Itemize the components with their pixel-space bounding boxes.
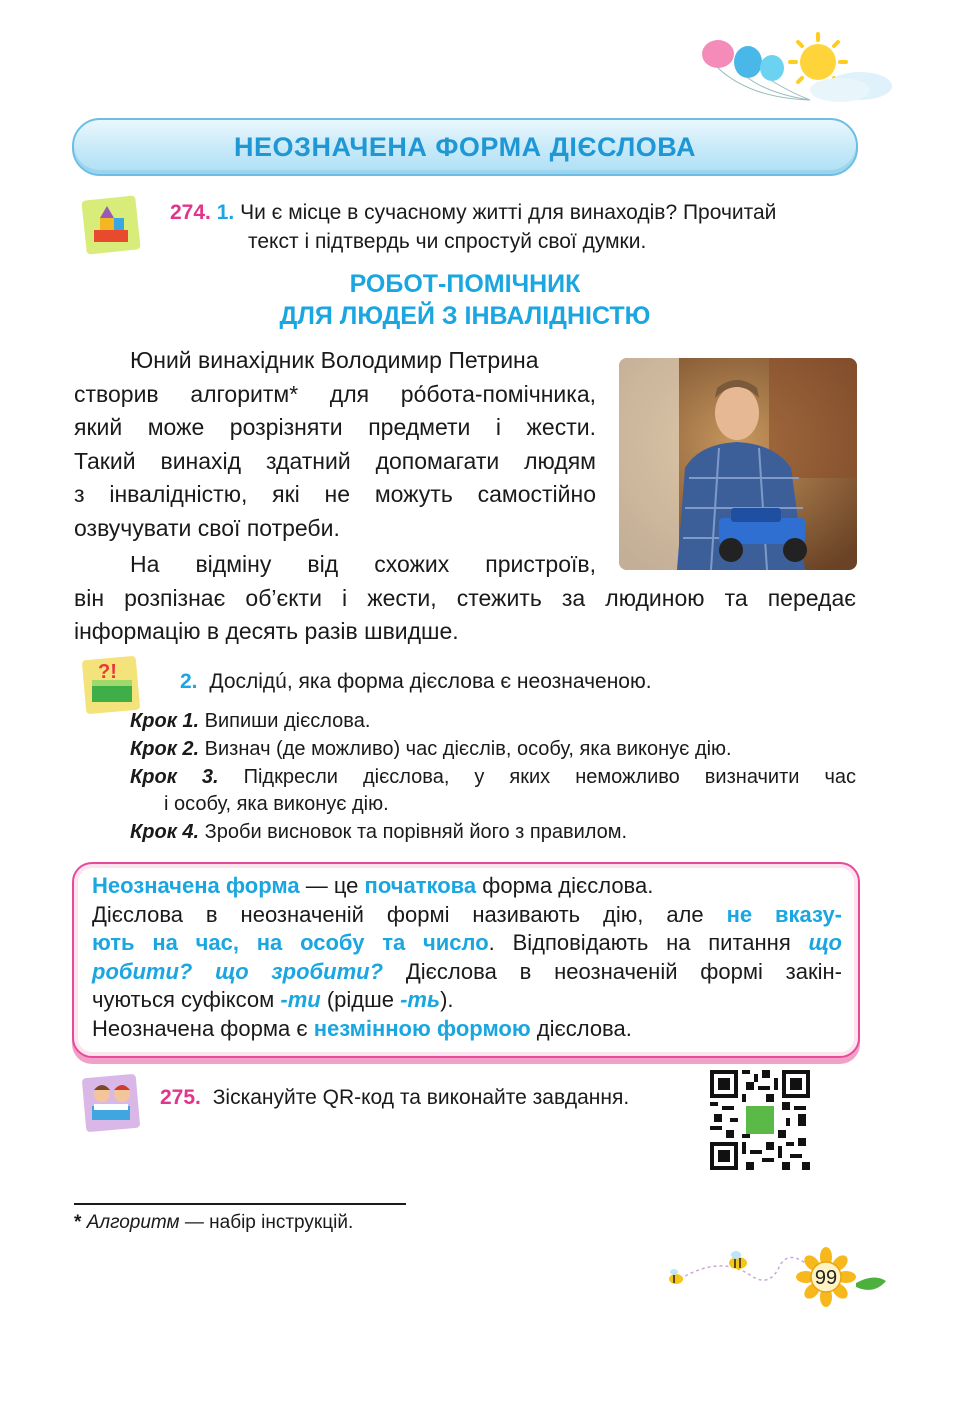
step-label: Крок 1. — [130, 710, 200, 732]
toy-blocks-icon — [78, 192, 144, 258]
step-text: Випиши дієслова. — [204, 710, 371, 732]
rule-line — [92, 872, 842, 901]
section-title: НЕОЗНАЧЕНА ФОРМА ДІЄСЛОВА — [234, 131, 696, 162]
rule-line — [92, 986, 842, 1015]
rule-span: Дієслова в неозначеній формі називають дію, але — [92, 901, 727, 927]
step-text: Зроби висновок та порівняй його з правилом. — [204, 821, 628, 843]
balloons-sun-decoration — [690, 28, 900, 118]
rule-suffix: -ть — [400, 987, 441, 1012]
text-line: озвучувати свої потреби. — [74, 514, 340, 541]
text-line: Такий винахід здатний допомагати людям — [74, 447, 596, 474]
task-number: 275. — [160, 1086, 201, 1109]
footnote — [74, 1212, 353, 1234]
step-label: Крок 3. — [130, 766, 219, 788]
rule-term: Неозначена форма — [92, 873, 300, 898]
step-label: Крок 2. — [130, 738, 200, 760]
rule-span: ). — [440, 987, 454, 1012]
bee-icon — [669, 1269, 683, 1284]
footnote-marker: * — [74, 1212, 82, 1233]
rule-term: ють на час, на особу та число — [92, 930, 489, 955]
task-274-line2: текст і підтвердь чи спростуй свої думки. — [248, 230, 647, 253]
rule-span: — це — [299, 873, 365, 898]
text-line: який може розрізняти предмети і жести. — [74, 414, 596, 440]
text-line: з інвалідністю, які не можуть самостійно — [74, 481, 596, 507]
rule-line — [92, 958, 842, 987]
footnote-divider — [74, 1203, 406, 1205]
task-text: Чи є місце в сучасному житті для винаходів? Прочитай — [240, 201, 777, 224]
paragraph-1 — [74, 344, 596, 545]
step-text: Визнач (де можливо) час дієслів, особу, яка виконує дію. — [204, 738, 732, 760]
rule-term: не вказу- — [726, 901, 843, 927]
paragraph-2-line3: інформацію в десять разів швидше. — [74, 618, 459, 644]
sunflower-icon — [796, 1247, 886, 1307]
footnote-term: Алгоритм — [86, 1212, 180, 1233]
rule-span: чуються суфіксом — [92, 987, 281, 1012]
rule-span: (рідше — [320, 987, 401, 1012]
task-275-line — [160, 1084, 629, 1112]
step-text: Підкресли дієслова, у яких неможливо визначити час — [243, 766, 856, 788]
step-1 — [130, 708, 370, 735]
subtask-number: 1. — [216, 201, 235, 224]
step-3-continued: і особу, яка виконує дію. — [164, 793, 389, 815]
subtask-number: 2. — [180, 670, 198, 693]
step-3 — [130, 764, 856, 791]
task-2-line — [180, 668, 652, 696]
step-4 — [130, 819, 627, 846]
bee-icon — [729, 1251, 747, 1269]
paragraph-2-line2: він розпізнає об’єкти і жести, стежить за людиною та передає — [74, 585, 856, 611]
text-title — [160, 268, 770, 332]
rule-term: початкова — [364, 873, 477, 898]
footnote-definition: — набір інструкцій. — [179, 1212, 354, 1233]
step-label: Крок 4. — [130, 821, 200, 843]
step-2 — [130, 736, 732, 763]
task-number: 274. — [170, 201, 211, 224]
rule-term: незмінною формою — [313, 1015, 531, 1041]
rule-suffix: -ти — [280, 987, 321, 1012]
kids-reading-icon — [78, 1070, 144, 1136]
page-number: 99 — [814, 1267, 838, 1289]
qr-code[interactable] — [710, 1070, 810, 1170]
section-title-banner — [72, 118, 858, 176]
rule-span: форма дієслова. — [476, 873, 654, 898]
task-274-line1 — [170, 199, 776, 227]
page-number-decoration — [660, 1245, 890, 1315]
rule-span: дієслова. — [530, 1015, 632, 1041]
paragraph-2-line1: На відміну від схожих пристроїв, — [130, 551, 596, 577]
rule-question: що — [808, 930, 842, 955]
task-text: Дослідú, яка форма дієслова є неозначеною. — [209, 670, 652, 693]
svg-text:?!: ?! — [98, 661, 117, 683]
text-title-line: ДЛЯ ЛЮДЕЙ З ІНВАЛІДНІСТЮ — [279, 302, 651, 330]
balloon-icon — [702, 40, 810, 100]
rule-span: Неозначена форма є — [92, 1015, 314, 1041]
text-line: Юний винахідник Володимир Петрина — [130, 347, 539, 373]
rule-line — [92, 901, 842, 930]
rule-line — [92, 1015, 842, 1044]
rule-text — [92, 872, 842, 1043]
rule-span: . Відповідають на питання — [488, 930, 809, 955]
text-line: створив алгоритм* для ро́бота-помічника, — [74, 380, 596, 407]
rule-span: Дієслова в неозначеній формі закін- — [383, 958, 842, 984]
task-text: Зіскануйте QR-код та виконайте завдання. — [212, 1086, 630, 1109]
photo-inventor-with-robot — [619, 358, 857, 570]
rule-question: робити? що зробити? — [92, 958, 384, 984]
text-title-line: РОБОТ-ПОМІЧНИК — [349, 270, 581, 298]
rule-line — [92, 929, 842, 958]
